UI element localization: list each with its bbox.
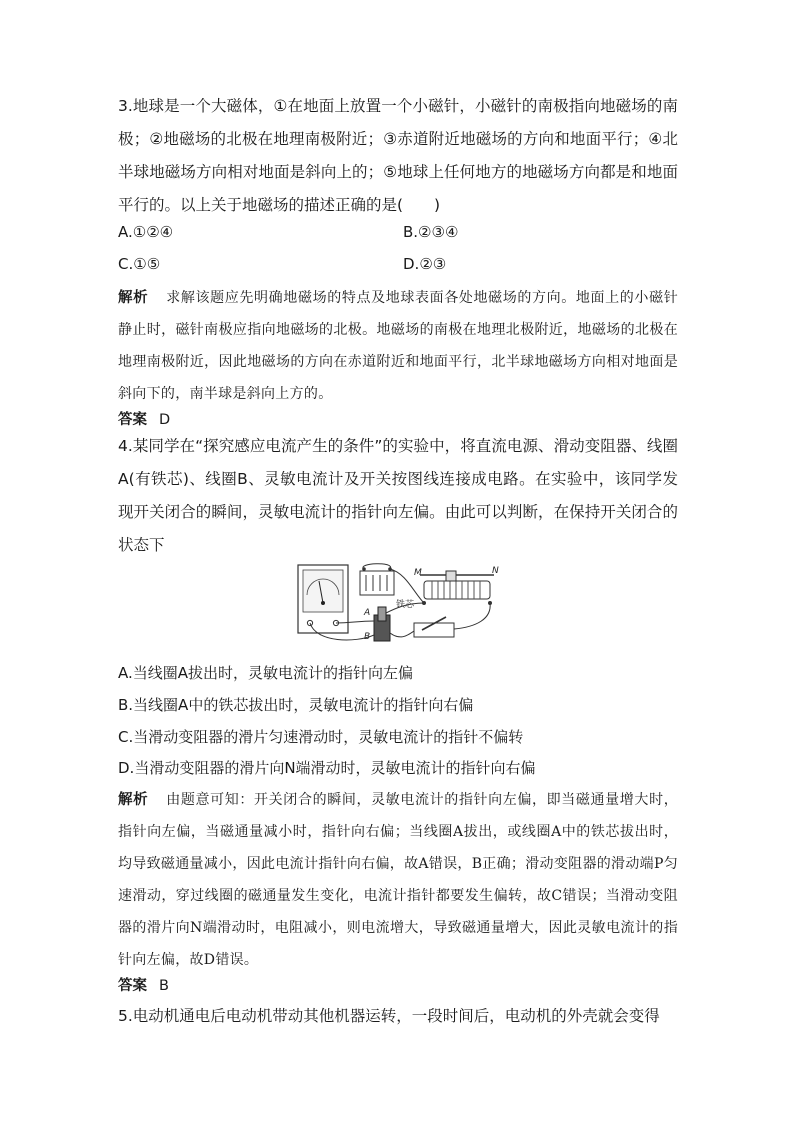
q4-option-c: C.当滑动变阻器的滑片匀速滑动时，灵敏电流计的指针不偏转 [118, 728, 524, 746]
q4-stem: 4.某同学在“探究感应电流产生的条件”的实验中，将直流电源、滑动变阻器、线圈A(有铁芯)、线圈B、灵敏电流计及开关按图线连接成电路。在实验中，该同学发现开关闭合的瞬间，灵敏电流计的指针向左偏。由此可以判断，在保持开关闭合的状态下 [118, 437, 678, 554]
q5-stem: 5.电动机通电后电动机带动其他机器运转，一段时间后，电动机的外壳就会变得 [118, 1007, 660, 1025]
q3-answer-label: 答案 [118, 412, 147, 428]
q3-option-c: C.①⑤ [118, 255, 161, 273]
q4-analysis-label: 解析 [118, 792, 149, 808]
q3-stem: 3.地球是一个大磁体，①在地面上放置一个小磁针，小磁针的南极指向地磁场的南极；②地磁场的北极在地理南极附近；③赤道附近地磁场的方向和地面平行；④北半球地磁场方向相对地面是斜向上的；⑤地球上任何地方的地磁场方向都是和地面平行的。以上关于地磁场的描述正确的是( ) [118, 97, 678, 214]
q3-analysis-text: 求解该题应先明确地磁场的特点及地球表面各处地磁场的方向。地面上的小磁针静止时，磁针南极应指向地磁场的北极。地磁场的南极在地理北极附近，地磁场的北极在地理南极附近，因此地磁场的方向在赤道附近和地面平行，北半球地磁场方向相对地面是斜向下的，南半球是斜向上方的。 [118, 290, 678, 402]
q4-option-d: D.当滑动变阻器的滑片向N端滑动时，灵敏电流计的指针向右偏 [118, 759, 536, 777]
label-m: M [414, 568, 422, 578]
q3-answer-value: D [159, 412, 171, 428]
q4-answer [118, 974, 169, 995]
label-coil-b: B [364, 632, 371, 642]
q4-option-a: A.当线圈A拔出时，灵敏电流计的指针向左偏 [118, 664, 414, 682]
label-coil-a: A [364, 608, 371, 618]
q3-answer [118, 408, 170, 429]
q3-option-b: B.②③④ [403, 223, 459, 241]
q3-analysis-label: 解析 [118, 290, 149, 306]
q4-analysis [118, 784, 678, 976]
q3-analysis [118, 282, 678, 410]
q3-option-a: A.①②④ [118, 223, 174, 241]
switch [414, 617, 454, 637]
circuit-figure [296, 563, 502, 645]
label-n: N [492, 566, 499, 576]
q4-answer-value: B [159, 978, 169, 994]
q3-option-d: D.②③ [403, 255, 447, 273]
rheostat [420, 571, 494, 605]
q4-analysis-text: 由题意可知：开关闭合的瞬间，灵敏电流计的指针向左偏，即当磁通量增大时，指针向左偏，当磁通量减小时，指针向右偏；当线圈A拔出，或线圈A中的铁芯拔出时，均导致磁通量减小，因此电流计指针向右偏，故A错误，B正确；滑动变阻器的滑动端P匀速滑动，穿过线圈的磁通量发生变化，电流计指针都要发生偏转，故C错误；当滑动变阻器的滑片向N端滑动时，电阻减小，则电流增大，导致磁通量增大，因此灵敏电流计的指针向左偏，故D错误。 [118, 792, 678, 968]
label-iron-core: 铁芯 [396, 600, 415, 610]
q4-answer-label: 答案 [118, 978, 147, 994]
battery [360, 567, 394, 595]
q4-option-b: B.当线圈A中的铁芯拔出时，灵敏电流计的指针向右偏 [118, 696, 474, 714]
